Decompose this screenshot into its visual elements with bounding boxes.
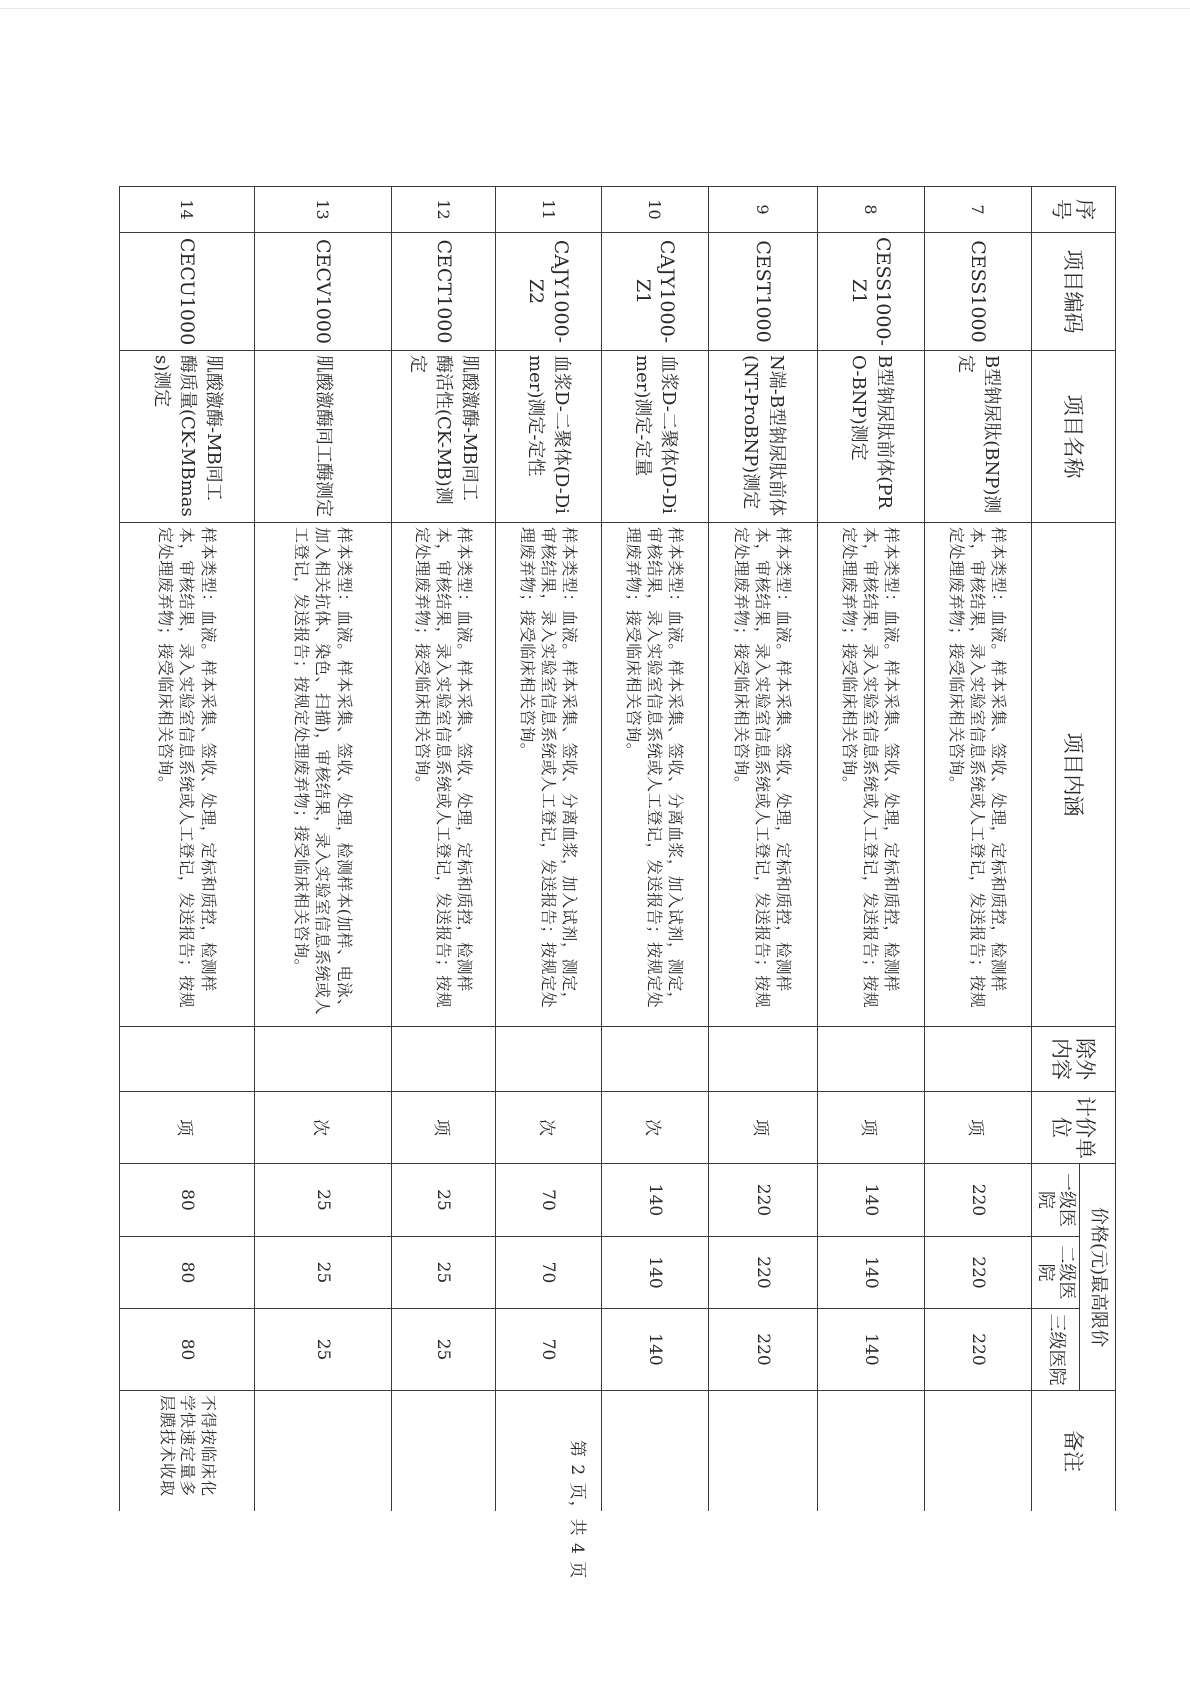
fee-table [119, 186, 1116, 1511]
row-name: 血浆D-二聚体(D-Dimer)测定-定量 [601, 351, 708, 523]
header-level1: 一级医院 [1031, 1164, 1079, 1237]
row-code: CESS1000 [924, 233, 1031, 351]
row-note [601, 1391, 708, 1511]
table-row [254, 187, 391, 1512]
row-code: CEST1000 [708, 233, 817, 351]
table-row [391, 187, 495, 1512]
row-name: 血浆D-二聚体(D-Dimer)测定-定性 [495, 351, 601, 523]
row-excluded [817, 1027, 924, 1092]
table-row [924, 187, 1031, 1512]
row-note [708, 1391, 817, 1511]
row-price-level3: 80 [120, 1309, 255, 1391]
row-unit: 次 [601, 1092, 708, 1164]
row-price-level2: 140 [601, 1237, 708, 1309]
row-content: 样本类型：血液。样本采集、签收、分离血浆，加入试剂，测定，审核结果，录入实验室信息系统或人工登记，发送报告；按规定处理废弃物；接受临床相关咨询。 [495, 523, 601, 1027]
row-code: CAJY1000-Z1 [601, 233, 708, 351]
row-note [924, 1391, 1031, 1511]
table-row [817, 187, 924, 1512]
table-row [495, 187, 601, 1512]
row-excluded [120, 1027, 255, 1092]
table-row [601, 187, 708, 1512]
table-row [120, 187, 255, 1512]
row-note [817, 1391, 924, 1511]
row-seq: 12 [391, 187, 495, 233]
header-price-group: 价格(元)最高限价 [1080, 1164, 1116, 1391]
row-name: B型钠尿肽前体(PRO-BNP)测定 [817, 351, 924, 523]
row-price-level2: 220 [708, 1237, 817, 1309]
row-unit: 项 [817, 1092, 924, 1164]
row-price-level2: 25 [391, 1237, 495, 1309]
header-unit: 计价单位 [1031, 1092, 1115, 1164]
row-code: CECT1000 [391, 233, 495, 351]
row-seq: 8 [817, 187, 924, 233]
row-name: N端-B型钠尿肽前体(NT-ProBNP)测定 [708, 351, 817, 523]
row-price-level3: 220 [924, 1309, 1031, 1391]
row-seq: 14 [120, 187, 255, 233]
row-price-level1: 220 [708, 1164, 817, 1237]
header-code: 项目编码 [1031, 233, 1115, 351]
row-unit: 项 [120, 1092, 255, 1164]
row-seq: 10 [601, 187, 708, 233]
row-price-level3: 25 [391, 1309, 495, 1391]
row-excluded [601, 1027, 708, 1092]
row-unit: 项 [708, 1092, 817, 1164]
header-excluded: 除外内容 [1031, 1027, 1115, 1092]
row-price-level3: 140 [601, 1309, 708, 1391]
row-code: CECU1000 [120, 233, 255, 351]
row-name: 肌酸激酶同工酶测定 [254, 351, 391, 523]
row-content: 样本类型：血液。样本采集、签收、处理，定标和质控，检测样本，审核结果，录入实验室信息系统或人工登记，发送报告；按规定处理废弃物；接受临床相关咨询。 [708, 523, 817, 1027]
row-price-level1: 25 [391, 1164, 495, 1237]
row-name: 肌酸激酶-MB同工酶活性(CK-MB)测定 [391, 351, 495, 523]
row-excluded [495, 1027, 601, 1092]
row-name: 肌酸激酶-MB同工酶质量(CK-MBmass)测定 [120, 351, 255, 523]
row-seq: 7 [924, 187, 1031, 233]
header-note: 备注 [1031, 1391, 1115, 1511]
table-row [708, 187, 817, 1512]
row-seq: 11 [495, 187, 601, 233]
row-code: CESS1000-Z1 [817, 233, 924, 351]
header-seq: 序号 [1031, 187, 1115, 233]
fee-table-frame [119, 186, 1116, 1511]
header-level2: 二级医院 [1031, 1237, 1079, 1309]
row-excluded [254, 1027, 391, 1092]
row-price-level3: 25 [254, 1309, 391, 1391]
header-content: 项目内涵 [1031, 523, 1115, 1027]
row-unit: 项 [924, 1092, 1031, 1164]
row-content: 样本类型：血液。样本采集、签收、处理，检测样本(加样、电泳、加入相关抗体、染色、扫描)，审核结果，录入实验室信息系统或人工登记，发送报告；按规定处理废弃物；接受临床相关咨询。 [254, 523, 391, 1027]
row-code: CECV1000 [254, 233, 391, 351]
row-note: 不得按临床化学快速定量多层膜技术收取 [120, 1391, 255, 1511]
row-code: CAJY1000-Z2 [495, 233, 601, 351]
row-content: 样本类型：血液。样本采集、签收、处理，定标和质控，检测样本，审核结果，录入实验室信息系统或人工登记，发送报告；按规定处理废弃物；接受临床相关咨询。 [120, 523, 255, 1027]
row-price-level1: 220 [924, 1164, 1031, 1237]
page-footer: 第 2 页，共 4 页 [567, 1440, 587, 1580]
row-price-level2: 140 [817, 1237, 924, 1309]
row-unit: 次 [495, 1092, 601, 1164]
row-content: 样本类型：血液。样本采集、签收、处理，定标和质控，检测样本，审核结果，录入实验室信息系统或人工登记，发送报告；按规定处理废弃物；接受临床相关咨询。 [924, 523, 1031, 1027]
row-unit: 次 [254, 1092, 391, 1164]
row-content: 样本类型：血液。样本采集、签收、分离血浆，加入试剂，测定，审核结果，录入实验室信息系统或人工登记，发送报告；按规定处理废弃物；接受临床相关咨询。 [601, 523, 708, 1027]
row-price-level3: 140 [817, 1309, 924, 1391]
row-price-level2: 80 [120, 1237, 255, 1309]
row-note [391, 1391, 495, 1511]
row-note [254, 1391, 391, 1511]
row-price-level1: 25 [254, 1164, 391, 1237]
row-name: B型钠尿肽(BNP)测定 [924, 351, 1031, 523]
row-excluded [708, 1027, 817, 1092]
row-price-level2: 25 [254, 1237, 391, 1309]
header-name: 项目名称 [1031, 351, 1115, 523]
row-seq: 9 [708, 187, 817, 233]
row-excluded [391, 1027, 495, 1092]
row-price-level2: 70 [495, 1237, 601, 1309]
row-excluded [924, 1027, 1031, 1092]
row-price-level3: 70 [495, 1309, 601, 1391]
row-price-level1: 140 [817, 1164, 924, 1237]
row-seq: 13 [254, 187, 391, 233]
rotated-table-wrapper [119, 186, 1116, 1511]
row-price-level1: 80 [120, 1164, 255, 1237]
row-content: 样本类型：血液。样本采集、签收、处理，定标和质控，检测样本，审核结果，录入实验室信息系统或人工登记，发送报告；按规定处理废弃物；接受临床相关咨询。 [817, 523, 924, 1027]
row-price-level3: 220 [708, 1309, 817, 1391]
top-rule [0, 8, 1190, 9]
row-content: 样本类型：血液。样本采集、签收、处理，定标和质控，检测样本，审核结果，录入实验室信息系统或人工登记，发送报告；按规定处理废弃物；接受临床相关咨询。 [391, 523, 495, 1027]
row-price-level1: 140 [601, 1164, 708, 1237]
header-level3: 三级医院 [1031, 1309, 1079, 1391]
row-price-level1: 70 [495, 1164, 601, 1237]
row-unit: 项 [391, 1092, 495, 1164]
row-price-level2: 220 [924, 1237, 1031, 1309]
